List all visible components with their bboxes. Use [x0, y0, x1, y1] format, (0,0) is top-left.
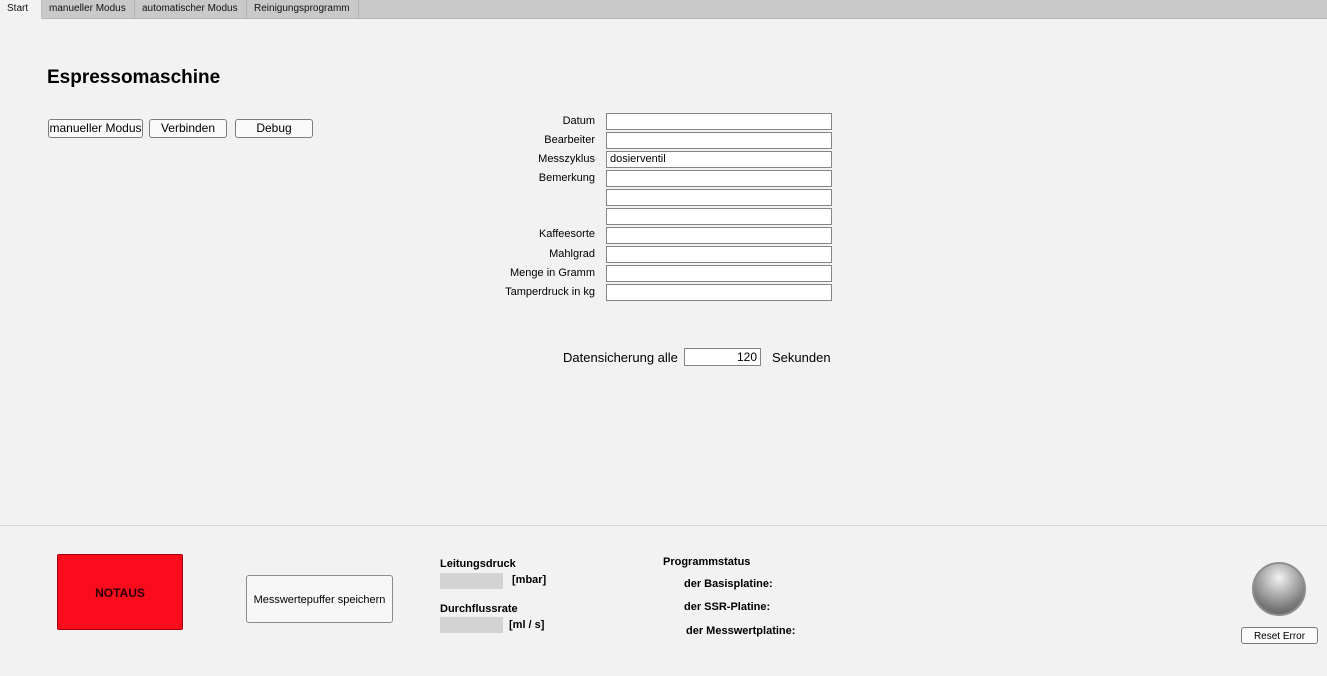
- bearbeiter-field[interactable]: [606, 132, 832, 149]
- manual-mode-button[interactable]: manueller Modus: [48, 119, 143, 138]
- tamperdruck-field[interactable]: [606, 284, 832, 301]
- bemerkung-field-2[interactable]: [606, 189, 832, 206]
- durchflussrate-unit: [ml / s]: [509, 619, 545, 631]
- ssr-platine-status-label: der SSR-Platine:: [684, 601, 771, 613]
- tamperdruck-label: Tamperdruck in kg: [505, 286, 595, 298]
- tab-start[interactable]: Start: [0, 0, 42, 19]
- programmstatus-title: Programmstatus: [663, 556, 751, 568]
- mahlgrad-field[interactable]: [606, 246, 832, 263]
- menge-label: Menge in Gramm: [510, 267, 595, 279]
- basisplatine-status-label: der Basisplatine:: [684, 578, 773, 590]
- debug-button[interactable]: Debug: [235, 119, 313, 138]
- messwertplatine-status-label: der Messwertplatine:: [686, 625, 796, 637]
- tab-manueller-modus[interactable]: manueller Modus: [42, 0, 135, 18]
- connect-button[interactable]: Verbinden: [149, 119, 227, 138]
- durchflussrate-value-display: [440, 617, 503, 633]
- page-title: Espressomaschine: [47, 67, 221, 88]
- error-indicator-lamp: [1252, 562, 1306, 616]
- bemerkung-field-1[interactable]: [606, 170, 832, 187]
- tab-automatischer-modus[interactable]: automatischer Modus: [135, 0, 247, 18]
- bearbeiter-label: Bearbeiter: [544, 134, 595, 146]
- messzyklus-field[interactable]: dosierventil: [606, 151, 832, 168]
- leitungsdruck-value-display: [440, 573, 503, 589]
- tab-reinigungsprogramm[interactable]: Reinigungsprogramm: [247, 0, 359, 18]
- kaffeesorte-label: Kaffeesorte: [538, 228, 595, 240]
- notaus-button[interactable]: NOTAUS: [57, 554, 183, 630]
- messzyklus-label: Messzyklus: [538, 153, 595, 165]
- leitungsdruck-label: Leitungsdruck: [440, 558, 516, 570]
- menge-field[interactable]: [606, 265, 832, 282]
- durchflussrate-label: Durchflussrate: [440, 603, 518, 615]
- datensicherung-unit: Sekunden: [772, 350, 831, 365]
- datum-label: Datum: [562, 115, 595, 127]
- leitungsdruck-unit: [mbar]: [512, 574, 547, 586]
- footer-divider: [0, 525, 1327, 526]
- datensicherung-interval-field[interactable]: 120: [684, 348, 761, 366]
- datensicherung-label: Datensicherung alle: [563, 350, 678, 365]
- mahlgrad-label: Mahlgrad: [549, 248, 595, 260]
- reset-error-button[interactable]: Reset Error: [1241, 627, 1318, 644]
- bemerkung-label: Bemerkung: [538, 172, 595, 184]
- tab-bar: [0, 0, 1327, 19]
- save-buffer-button[interactable]: Messwertepuffer speichern: [246, 575, 393, 623]
- datum-field[interactable]: [606, 113, 832, 130]
- bemerkung-field-3[interactable]: [606, 208, 832, 225]
- kaffeesorte-field[interactable]: [606, 227, 832, 244]
